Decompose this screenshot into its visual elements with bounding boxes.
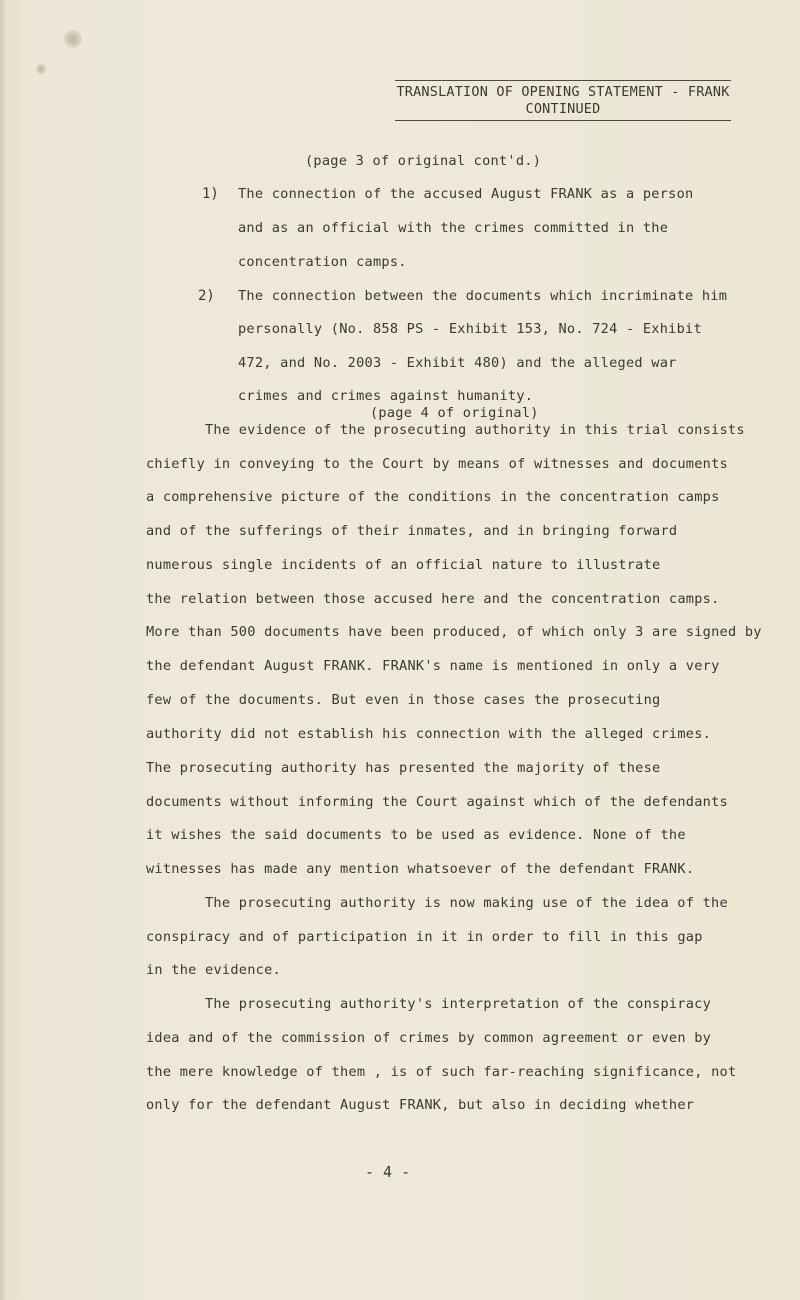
list-number: 1) [202, 186, 219, 202]
paragraph-line: in the evidence. [146, 962, 281, 978]
document-header [395, 80, 731, 121]
punch-hole [36, 64, 46, 74]
paragraph-line: The evidence of the prosecuting authority in this trial consists [205, 422, 745, 438]
list-item-line: and as an official with the crimes committed in the [238, 220, 669, 236]
paragraph-line: only for the defendant August FRANK, but also in deciding whether [146, 1097, 695, 1113]
list-item-line: 472, and No. 2003 - Exhibit 480) and the alleged war [238, 355, 677, 371]
paragraph-line: a comprehensive picture of the conditions in the concentration camps [146, 489, 720, 505]
page-number: - 4 - [365, 1163, 411, 1181]
paragraph-line: numerous single incidents of an official nature to illustrate [146, 557, 661, 573]
page-edge [0, 0, 6, 1300]
paragraph-line: conspiracy and of participation in it in order to fill in this gap [146, 929, 703, 945]
paragraph-line: the mere knowledge of them , is of such far-reaching significance, not [146, 1064, 737, 1080]
list-item-line: The connection of the accused August FRANK as a person [238, 186, 694, 202]
paragraph-line: More than 500 documents have been produced, of which only 3 are signed by [146, 624, 762, 640]
list-item-line: crimes and crimes against humanity. [238, 388, 534, 404]
paragraph-line: documents without informing the Court against which of the defendants [146, 794, 728, 810]
paragraph-line: authority did not establish his connection with the alleged crimes. [146, 726, 712, 742]
list-item-line: concentration camps. [238, 254, 407, 270]
paragraph-line: the defendant August FRANK. FRANK's name is mentioned in only a very [146, 658, 720, 674]
page-reference: (page 3 of original cont'd.) [305, 153, 542, 169]
paragraph-line: the relation between those accused here and the concentration camps. [146, 591, 720, 607]
header-subtitle: CONTINUED [525, 101, 601, 117]
paragraph-line: The prosecuting authority has presented the majority of these [146, 760, 661, 776]
header-title: TRANSLATION OF OPENING STATEMENT - FRANK [396, 84, 730, 100]
paragraph-line: few of the documents. But even in those cases the prosecuting [146, 692, 661, 708]
list-item-line: The connection between the documents which incriminate him [238, 288, 728, 304]
paragraph-line: witnesses has made any mention whatsoever of the defendant FRANK. [146, 861, 695, 877]
header-rule-bottom [395, 120, 731, 121]
paragraph-line: The prosecuting authority's interpretation of the conspiracy [205, 996, 712, 1012]
page-reference: (page 4 of original) [370, 405, 539, 421]
list-item-line: personally (No. 858 PS - Exhibit 153, No. 724 - Exhibit [238, 321, 702, 337]
list-number: 2) [198, 288, 215, 304]
paragraph-line: The prosecuting authority is now making use of the idea of the [205, 895, 728, 911]
paragraph-line: idea and of the commission of crimes by common agreement or even by [146, 1030, 712, 1046]
paragraph-line: chiefly in conveying to the Court by means of witnesses and documents [146, 456, 728, 472]
paragraph-line: it wishes the said documents to be used as evidence. None of the [146, 827, 686, 843]
paragraph-line: and of the sufferings of their inmates, and in bringing forward [146, 523, 678, 539]
punch-hole [64, 30, 82, 48]
